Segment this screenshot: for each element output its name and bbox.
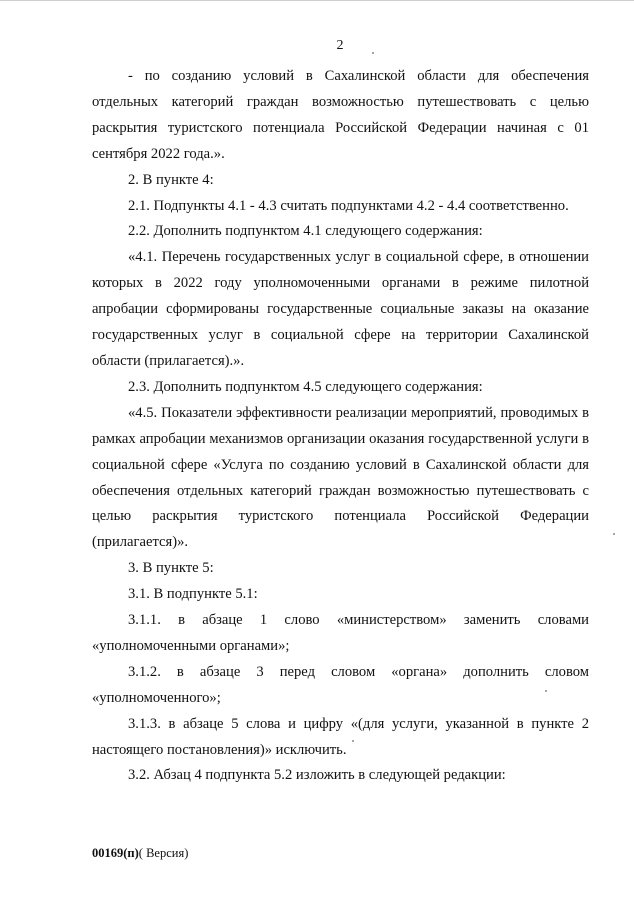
paragraph-item-3-1-1: 3.1.1. в абзаце 1 слово «министерством» заменить словами «уполномоченными органами»;	[92, 612, 589, 654]
paragraph-item-3-1: 3.1. В подпункте 5.1:	[128, 586, 258, 603]
paragraph-item-2-2: 2.2. Дополнить подпунктом 4.1 следующего содержания:	[128, 223, 483, 240]
paragraph-item-3-1-3: 3.1.3. в абзаце 5 слова и цифру «(для услуги, указанной в пункте 2 настоящего постановления)» исключить.	[92, 715, 589, 758]
scan-speck	[545, 690, 547, 692]
paragraph-item-2-3: 2.3. Дополнить подпунктом 4.5 следующего содержания:	[128, 378, 483, 395]
scan-speck	[613, 533, 615, 535]
page-number: 2	[336, 38, 344, 53]
document-footer	[92, 846, 188, 861]
document-code: 00169(п)	[92, 846, 139, 860]
scan-speck	[372, 52, 374, 54]
document-body	[92, 64, 589, 789]
scan-speck	[352, 740, 354, 742]
paragraph-quote-4-5: «4.5. Показатели эффективности реализации мероприятий, проводимых в рамках апробации механизмов организации оказания государственной услуги в социальной сфере «Услуга по созданию условий в Сахалинской области для обеспечения отдельных категорий граждан возможностью путешествовать с целью раскрытия туристского потенциала Российской Федерации (прилагается)».	[92, 404, 589, 551]
paragraph-item-3: 3. В пункте 5:	[128, 560, 214, 577]
paragraph-item-2: 2. В пункте 4:	[128, 171, 214, 188]
paragraph-intro-continuation: - по созданию условий в Сахалинской области для обеспечения отдельных категорий граждан возможностью путешествовать с целью раскрытия туристского потенциала Российской Федерации начиная с 01 сентября 2022 года.».	[92, 68, 589, 162]
paragraph-item-3-1-2: 3.1.2. в абзаце 3 перед словом «органа» дополнить словом «уполномоченного»;	[92, 663, 589, 706]
scan-top-edge	[0, 0, 634, 1]
paragraph-item-3-2: 3.2. Абзац 4 подпункта 5.2 изложить в следующей редакции:	[128, 767, 506, 784]
version-label: ( Версия)	[138, 846, 189, 860]
paragraph-item-2-1: 2.1. Подпункты 4.1 - 4.3 считать подпунктами 4.2 - 4.4 соответственно.	[128, 197, 569, 214]
paragraph-quote-4-1: «4.1. Перечень государственных услуг в социальной сфере, в отношении которых в 2022 году уполномоченными органами в режиме пилотной апробации сформированы государственные социальные заказы на оказание государственных услуг в социальной сфере на территории Сахалинской области (прилагается).».	[92, 249, 589, 369]
